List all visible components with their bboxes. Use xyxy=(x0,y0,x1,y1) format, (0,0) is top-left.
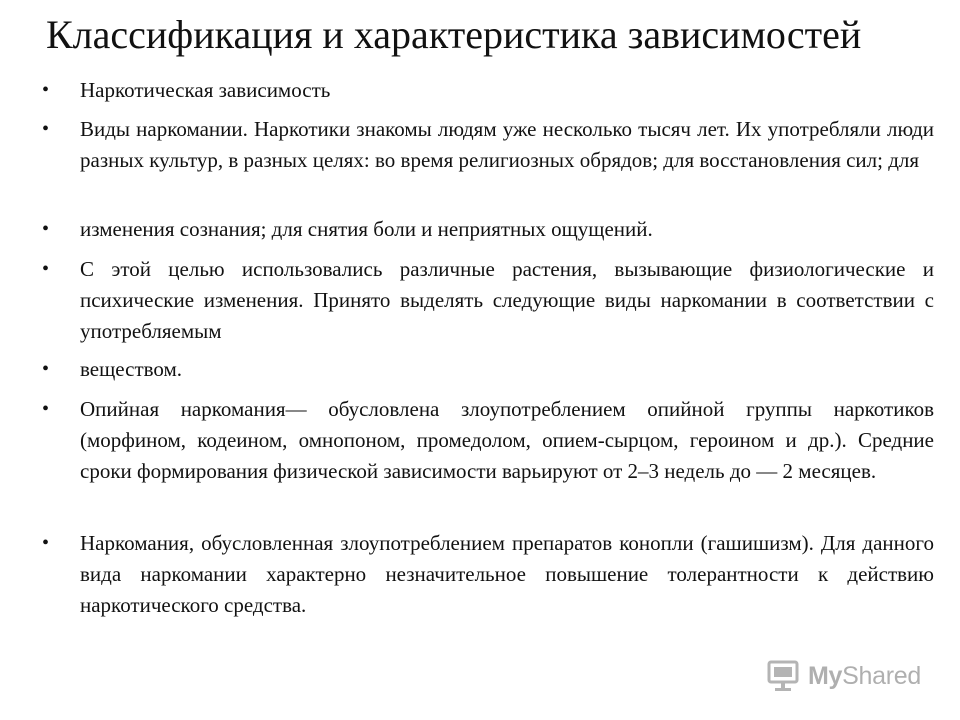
bullet-marker: • xyxy=(42,118,50,140)
list-item-text: С этой целью использовались различные растения, вызывающие физиологические и психические изменения. Принято выделять следующие виды наркомании в соответствии с употребляемым xyxy=(80,257,934,343)
list-item xyxy=(42,394,934,487)
list-item xyxy=(42,354,934,385)
list-item xyxy=(42,214,934,245)
watermark-brand: MyShared xyxy=(808,661,921,690)
list-item xyxy=(42,75,934,106)
bullet-marker: • xyxy=(42,358,50,380)
list-item xyxy=(42,528,934,621)
list-item xyxy=(42,114,934,176)
list-item xyxy=(42,254,934,347)
bullet-marker: • xyxy=(42,79,50,101)
list-item-text: изменения сознания; для снятия боли и неприятных ощущений. xyxy=(80,217,653,241)
list-item-text: Виды наркомании. Наркотики знакомы людям уже несколько тысяч лет. Их употребляли люди разных культур, в разных целях: во время религиозных обрядов; для восстановления сил; для xyxy=(80,117,934,172)
bullet-marker: • xyxy=(42,218,50,240)
list-item-text: Наркомания, обусловленная злоупотреблением препаратов конопли (гашишизм). Для данного вида наркомании характерно незначительное повышение толерантности к действию наркотического средства. xyxy=(80,531,934,617)
slide-title: Классификация и характеристика зависимостей xyxy=(46,12,862,57)
list-item-text: Наркотическая зависимость xyxy=(80,78,331,102)
list-item-text: Опийная наркомания— обусловлена злоупотреблением опийной группы наркотиков (морфином, кодеином, омнопоном, промедолом, опием-сырцом, героином и др.). Средние сроки формирования физической зависимости варьируют от 2–3 недель до — 2 месяцев. xyxy=(80,397,934,483)
bullet-marker: • xyxy=(42,532,50,554)
list-item-text: веществом. xyxy=(80,357,183,381)
bullet-marker: • xyxy=(42,398,50,420)
presentation-board-icon xyxy=(766,659,800,693)
watermark xyxy=(766,656,921,696)
bullet-marker: • xyxy=(42,258,50,280)
